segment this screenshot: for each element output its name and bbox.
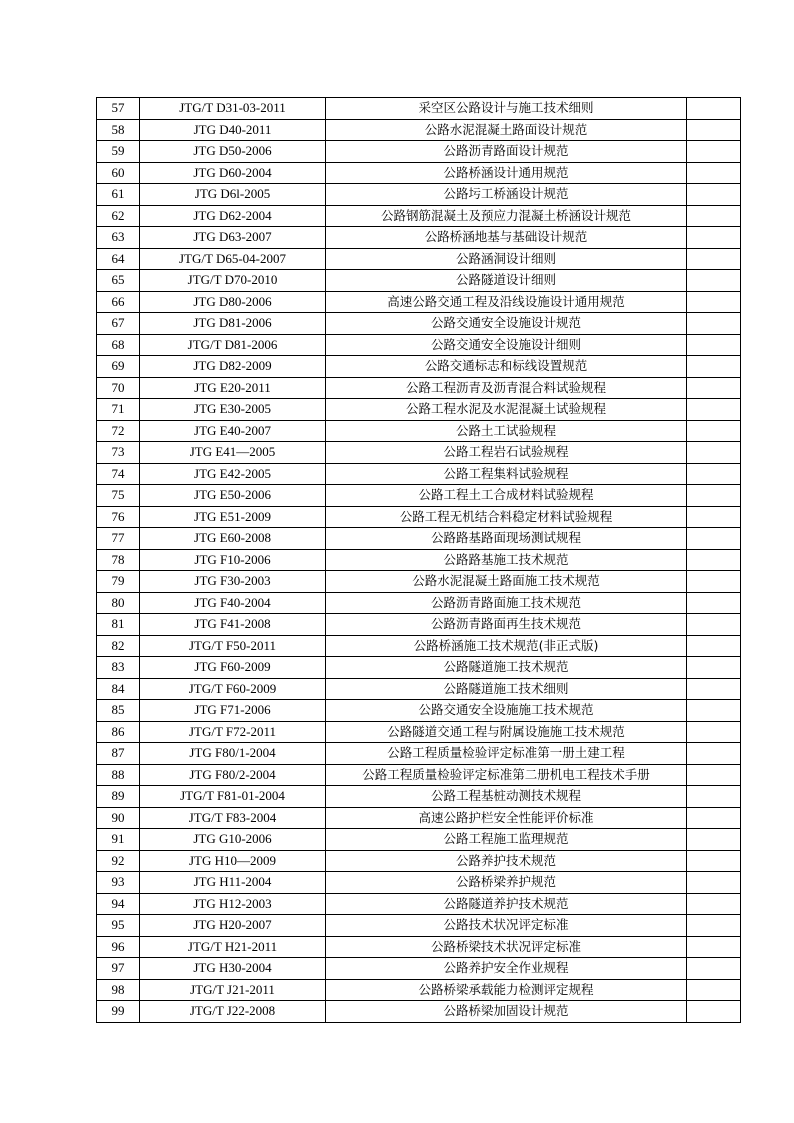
remark-cell — [687, 98, 741, 120]
remark-cell — [687, 356, 741, 378]
table-row — [97, 162, 741, 184]
standard-code: JTG D82-2009 — [140, 356, 326, 378]
standard-code: JTG E41—2005 — [140, 442, 326, 464]
table-row — [97, 829, 741, 851]
standard-code: JTG/T F60-2009 — [140, 678, 326, 700]
remark-cell — [687, 227, 741, 249]
remark-cell — [687, 334, 741, 356]
standard-code: JTG/T H21-2011 — [140, 936, 326, 958]
standard-code: JTG H11-2004 — [140, 872, 326, 894]
standard-code: JTG E60-2008 — [140, 528, 326, 550]
table-row — [97, 205, 741, 227]
standard-name: 公路交通安全设施设计细则 — [326, 334, 687, 356]
remark-cell — [687, 420, 741, 442]
table-row — [97, 227, 741, 249]
row-number: 70 — [97, 377, 140, 399]
remark-cell — [687, 979, 741, 1001]
row-number: 91 — [97, 829, 140, 851]
standard-code: JTG D60-2004 — [140, 162, 326, 184]
remark-cell — [687, 850, 741, 872]
table-row — [97, 657, 741, 679]
remark-cell — [687, 915, 741, 937]
row-number: 68 — [97, 334, 140, 356]
standard-name: 公路隧道设计细则 — [326, 270, 687, 292]
table-row — [97, 850, 741, 872]
row-number: 95 — [97, 915, 140, 937]
standard-name: 公路工程岩石试验规程 — [326, 442, 687, 464]
remark-cell — [687, 506, 741, 528]
row-number: 83 — [97, 657, 140, 679]
standard-code: JTG F10-2006 — [140, 549, 326, 571]
standard-name: 公路路基路面现场测试规程 — [326, 528, 687, 550]
row-number: 80 — [97, 592, 140, 614]
remark-cell — [687, 442, 741, 464]
standard-name: 公路工程无机结合料稳定材料试验规程 — [326, 506, 687, 528]
standard-code: JTG F71-2006 — [140, 700, 326, 722]
standard-code: JTG/T J22-2008 — [140, 1001, 326, 1023]
remark-cell — [687, 270, 741, 292]
standard-name: 公路桥梁加固设计规范 — [326, 1001, 687, 1023]
remark-cell — [687, 829, 741, 851]
table-row — [97, 915, 741, 937]
table-row — [97, 291, 741, 313]
remark-cell — [687, 743, 741, 765]
standard-code: JTG F40-2004 — [140, 592, 326, 614]
standard-name: 公路桥梁技术状况评定标准 — [326, 936, 687, 958]
standard-code: JTG G10-2006 — [140, 829, 326, 851]
standard-code: JTG D81-2006 — [140, 313, 326, 335]
table-row — [97, 377, 741, 399]
remark-cell — [687, 291, 741, 313]
remark-cell — [687, 377, 741, 399]
standard-code: JTG F30-2003 — [140, 571, 326, 593]
standard-name: 公路工程水泥及水泥混凝土试验规程 — [326, 399, 687, 421]
standard-code: JTG E20-2011 — [140, 377, 326, 399]
table-row — [97, 764, 741, 786]
standard-code: JTG F80/1-2004 — [140, 743, 326, 765]
standard-name: 采空区公路设计与施工技术细则 — [326, 98, 687, 120]
remark-cell — [687, 721, 741, 743]
standard-name: 公路隧道施工技术细则 — [326, 678, 687, 700]
table-row — [97, 958, 741, 980]
row-number: 61 — [97, 184, 140, 206]
standard-code: JTG H12-2003 — [140, 893, 326, 915]
remark-cell — [687, 614, 741, 636]
row-number: 67 — [97, 313, 140, 335]
remark-cell — [687, 485, 741, 507]
remark-cell — [687, 571, 741, 593]
table-row — [97, 98, 741, 120]
standard-code: JTG E42-2005 — [140, 463, 326, 485]
remark-cell — [687, 786, 741, 808]
standard-name: 公路交通安全设施设计规范 — [326, 313, 687, 335]
standard-code: JTG H10—2009 — [140, 850, 326, 872]
standard-name: 公路水泥混凝土路面设计规范 — [326, 119, 687, 141]
standard-code: JTG/T D81-2006 — [140, 334, 326, 356]
standard-name: 公路圬工桥涵设计规范 — [326, 184, 687, 206]
table-row — [97, 485, 741, 507]
standard-name: 公路工程质量检验评定标准第一册土建工程 — [326, 743, 687, 765]
table-row — [97, 1001, 741, 1023]
standard-name: 公路隧道养护技术规范 — [326, 893, 687, 915]
remark-cell — [687, 678, 741, 700]
standard-name: 公路隧道施工技术规范 — [326, 657, 687, 679]
row-number: 59 — [97, 141, 140, 163]
remark-cell — [687, 764, 741, 786]
standard-code: JTG E30-2005 — [140, 399, 326, 421]
row-number: 69 — [97, 356, 140, 378]
standard-code: JTG D6l-2005 — [140, 184, 326, 206]
table-row — [97, 678, 741, 700]
standard-name: 公路桥涵地基与基础设计规范 — [326, 227, 687, 249]
row-number: 66 — [97, 291, 140, 313]
table-row — [97, 786, 741, 808]
standard-name: 公路水泥混凝土路面施工技术规范 — [326, 571, 687, 593]
row-number: 64 — [97, 248, 140, 270]
table-row — [97, 936, 741, 958]
standard-name: 公路工程施工监理规范 — [326, 829, 687, 851]
table-row — [97, 334, 741, 356]
row-number: 86 — [97, 721, 140, 743]
table-row — [97, 399, 741, 421]
standard-code: JTG H30-2004 — [140, 958, 326, 980]
remark-cell — [687, 184, 741, 206]
row-number: 99 — [97, 1001, 140, 1023]
standard-code: JTG/T D65-04-2007 — [140, 248, 326, 270]
table-row — [97, 635, 741, 657]
standard-code: JTG E40-2007 — [140, 420, 326, 442]
row-number: 85 — [97, 700, 140, 722]
remark-cell — [687, 936, 741, 958]
table-row — [97, 872, 741, 894]
standard-name: 公路工程沥青及沥青混合料试验规程 — [326, 377, 687, 399]
standard-name: 公路工程基桩动测技术规程 — [326, 786, 687, 808]
standard-name: 公路工程土工合成材料试验规程 — [326, 485, 687, 507]
standard-name: 公路路基施工技术规范 — [326, 549, 687, 571]
table-row — [97, 119, 741, 141]
standard-code: JTG/T D70-2010 — [140, 270, 326, 292]
table-row — [97, 571, 741, 593]
remark-cell — [687, 635, 741, 657]
table-row — [97, 248, 741, 270]
remark-cell — [687, 958, 741, 980]
row-number: 63 — [97, 227, 140, 249]
row-number: 58 — [97, 119, 140, 141]
table-row — [97, 979, 741, 1001]
standard-code: JTG E50-2006 — [140, 485, 326, 507]
standard-code: JTG/T F83-2004 — [140, 807, 326, 829]
standard-name: 公路隧道交通工程与附属设施施工技术规范 — [326, 721, 687, 743]
standard-name: 高速公路护栏安全性能评价标准 — [326, 807, 687, 829]
standard-name: 公路桥涵设计通用规范 — [326, 162, 687, 184]
standard-name: 公路工程质量检验评定标准第二册机电工程技术手册 — [326, 764, 687, 786]
row-number: 75 — [97, 485, 140, 507]
row-number: 84 — [97, 678, 140, 700]
row-number: 87 — [97, 743, 140, 765]
row-number: 62 — [97, 205, 140, 227]
remark-cell — [687, 528, 741, 550]
remark-cell — [687, 205, 741, 227]
remark-cell — [687, 872, 741, 894]
standard-code: JTG/T F81-01-2004 — [140, 786, 326, 808]
row-number: 71 — [97, 399, 140, 421]
standards-table — [96, 97, 741, 1023]
standard-name: 公路交通标志和标线设置规范 — [326, 356, 687, 378]
table-row — [97, 700, 741, 722]
table-row — [97, 614, 741, 636]
remark-cell — [687, 119, 741, 141]
row-number: 97 — [97, 958, 140, 980]
row-number: 94 — [97, 893, 140, 915]
standard-name: 公路钢筋混凝土及预应力混凝土桥涵设计规范 — [326, 205, 687, 227]
standard-name: 公路养护技术规范 — [326, 850, 687, 872]
row-number: 73 — [97, 442, 140, 464]
remark-cell — [687, 700, 741, 722]
standard-name: 高速公路交通工程及沿线设施设计通用规范 — [326, 291, 687, 313]
standard-code: JTG/T J21-2011 — [140, 979, 326, 1001]
remark-cell — [687, 248, 741, 270]
row-number: 57 — [97, 98, 140, 120]
standard-code: JTG H20-2007 — [140, 915, 326, 937]
table-row — [97, 528, 741, 550]
standard-name: 公路涵洞设计细则 — [326, 248, 687, 270]
row-number: 79 — [97, 571, 140, 593]
remark-cell — [687, 893, 741, 915]
row-number: 76 — [97, 506, 140, 528]
remark-cell — [687, 592, 741, 614]
standard-code: JTG D50-2006 — [140, 141, 326, 163]
table-row — [97, 721, 741, 743]
standard-name: 公路桥梁养护规范 — [326, 872, 687, 894]
row-number: 77 — [97, 528, 140, 550]
remark-cell — [687, 1001, 741, 1023]
remark-cell — [687, 807, 741, 829]
row-number: 98 — [97, 979, 140, 1001]
standard-code: JTG F41-2008 — [140, 614, 326, 636]
standard-name: 公路土工试验规程 — [326, 420, 687, 442]
standard-code: JTG/T F50-2011 — [140, 635, 326, 657]
standard-name: 公路桥涵施工技术规范(非正式版) — [326, 635, 687, 657]
row-number: 78 — [97, 549, 140, 571]
table-row — [97, 442, 741, 464]
standard-code: JTG/T D31-03-2011 — [140, 98, 326, 120]
row-number: 88 — [97, 764, 140, 786]
standard-code: JTG D63-2007 — [140, 227, 326, 249]
table-row — [97, 313, 741, 335]
remark-cell — [687, 549, 741, 571]
standard-code: JTG/T F72-2011 — [140, 721, 326, 743]
standard-code: JTG D80-2006 — [140, 291, 326, 313]
row-number: 89 — [97, 786, 140, 808]
standard-name: 公路沥青路面施工技术规范 — [326, 592, 687, 614]
row-number: 90 — [97, 807, 140, 829]
remark-cell — [687, 141, 741, 163]
standard-code: JTG F80/2-2004 — [140, 764, 326, 786]
table-row — [97, 463, 741, 485]
standard-name: 公路养护安全作业规程 — [326, 958, 687, 980]
table-row — [97, 420, 741, 442]
table-row — [97, 893, 741, 915]
row-number: 81 — [97, 614, 140, 636]
row-number: 93 — [97, 872, 140, 894]
remark-cell — [687, 463, 741, 485]
table-row — [97, 807, 741, 829]
standard-name: 公路技术状况评定标准 — [326, 915, 687, 937]
standard-name: 公路桥梁承载能力检测评定规程 — [326, 979, 687, 1001]
table-row — [97, 506, 741, 528]
remark-cell — [687, 313, 741, 335]
row-number: 92 — [97, 850, 140, 872]
remark-cell — [687, 399, 741, 421]
standard-name: 公路沥青路面再生技术规范 — [326, 614, 687, 636]
table-row — [97, 592, 741, 614]
table-row — [97, 549, 741, 571]
standard-code: JTG E51-2009 — [140, 506, 326, 528]
standard-code: JTG F60-2009 — [140, 657, 326, 679]
row-number: 74 — [97, 463, 140, 485]
remark-cell — [687, 162, 741, 184]
standard-code: JTG D62-2004 — [140, 205, 326, 227]
standard-name: 公路工程集料试验规程 — [326, 463, 687, 485]
standards-table-body — [97, 98, 741, 1023]
row-number: 72 — [97, 420, 140, 442]
remark-cell — [687, 657, 741, 679]
table-row — [97, 743, 741, 765]
row-number: 96 — [97, 936, 140, 958]
table-row — [97, 270, 741, 292]
row-number: 82 — [97, 635, 140, 657]
table-row — [97, 141, 741, 163]
table-row — [97, 356, 741, 378]
row-number: 60 — [97, 162, 140, 184]
standard-name: 公路交通安全设施施工技术规范 — [326, 700, 687, 722]
standard-name: 公路沥青路面设计规范 — [326, 141, 687, 163]
row-number: 65 — [97, 270, 140, 292]
table-row — [97, 184, 741, 206]
standard-code: JTG D40-2011 — [140, 119, 326, 141]
